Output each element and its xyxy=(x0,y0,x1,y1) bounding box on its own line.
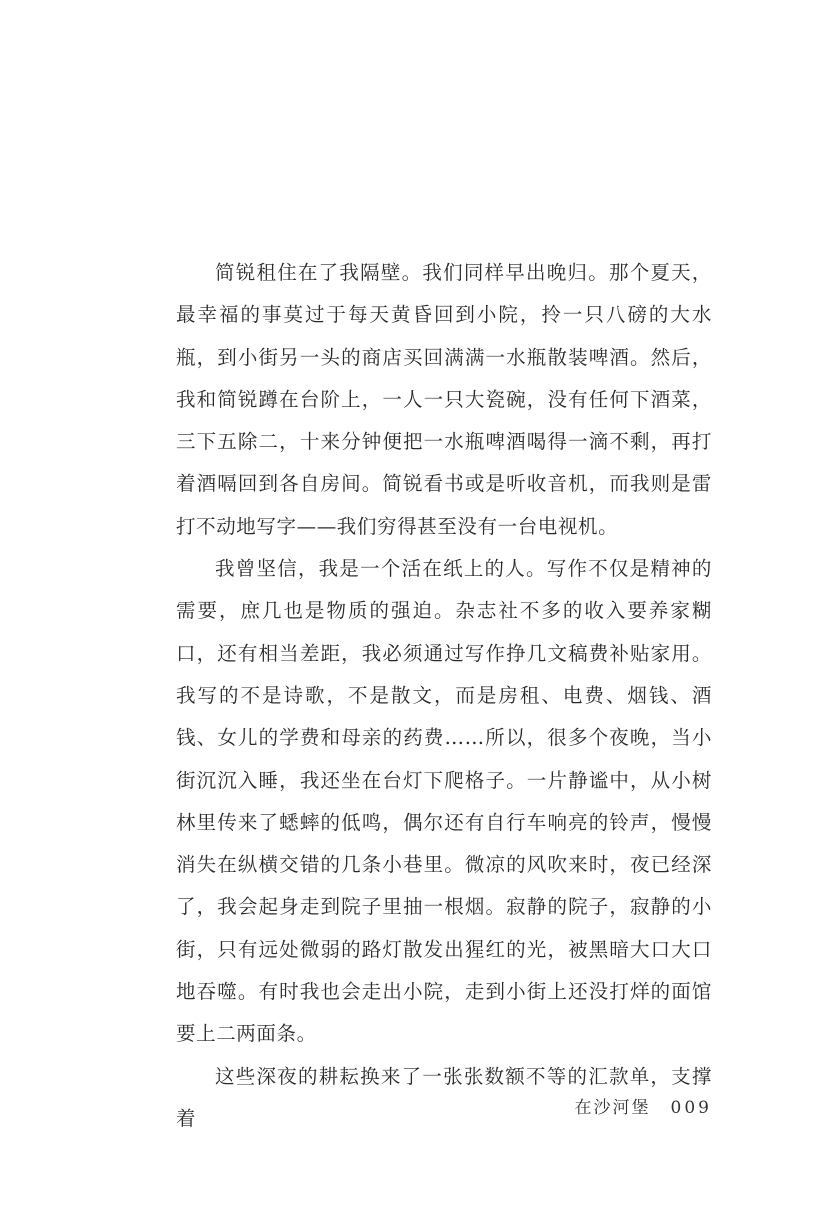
page-number: 009 xyxy=(670,1098,712,1118)
paragraph-1: 简锐租住在了我隔壁。我们同样早出晚归。那个夏天，最幸福的事莫过于每天黄昏回到小院，拎一只八磅的大水瓶，到小街另一头的商店买回满满一水瓶散装啤酒。然后，我和简锐蹲在台阶上，一人一只大瓷碗，没有任何下酒菜，三下五除二，十来分钟便把一水瓶啤酒喝得一滴不剩，再打着酒嗝回到各自房间。简锐看书或是听收音机，而我则是雷打不动地写字——我们穷得甚至没有一台电视机。 xyxy=(176,261,712,538)
page-footer xyxy=(575,1093,712,1118)
paragraph-3: 这些深夜的耕耘换来了一张张数额不等的汇款单，支撑着 xyxy=(176,1064,712,1130)
paragraph-2: 我曾坚信，我是一个活在纸上的人。写作不仅是精神的需要，庶几也是物质的强迫。杂志社不多的收入要养家糊口，还有相当差距，我必须通过写作挣几文稿费补贴家用。我写的不是诗歌，不是散文，而是房租、电费、烟钱、酒钱、女儿的学费和母亲的药费……所以，很多个夜晚，当小街沉沉入睡，我还坐在台灯下爬格子。一片静谧中，从小树林里传来了蟋蟀的低鸣，偶尔还有自行车响亮的铃声，慢慢消失在纵横交错的几条小巷里。微凉的风吹来时，夜已经深了，我会起身走到院子里抽一根烟。寂静的院子，寂静的小街，只有远处微弱的路灯散发出猩红的光，被黑暗大口大口地吞噬。有时我也会走出小院，走到小街上还没打烊的面馆要上二两面条。 xyxy=(176,557,712,1046)
running-head: 在沙河堡 xyxy=(574,1098,651,1118)
body-text xyxy=(176,252,712,1140)
